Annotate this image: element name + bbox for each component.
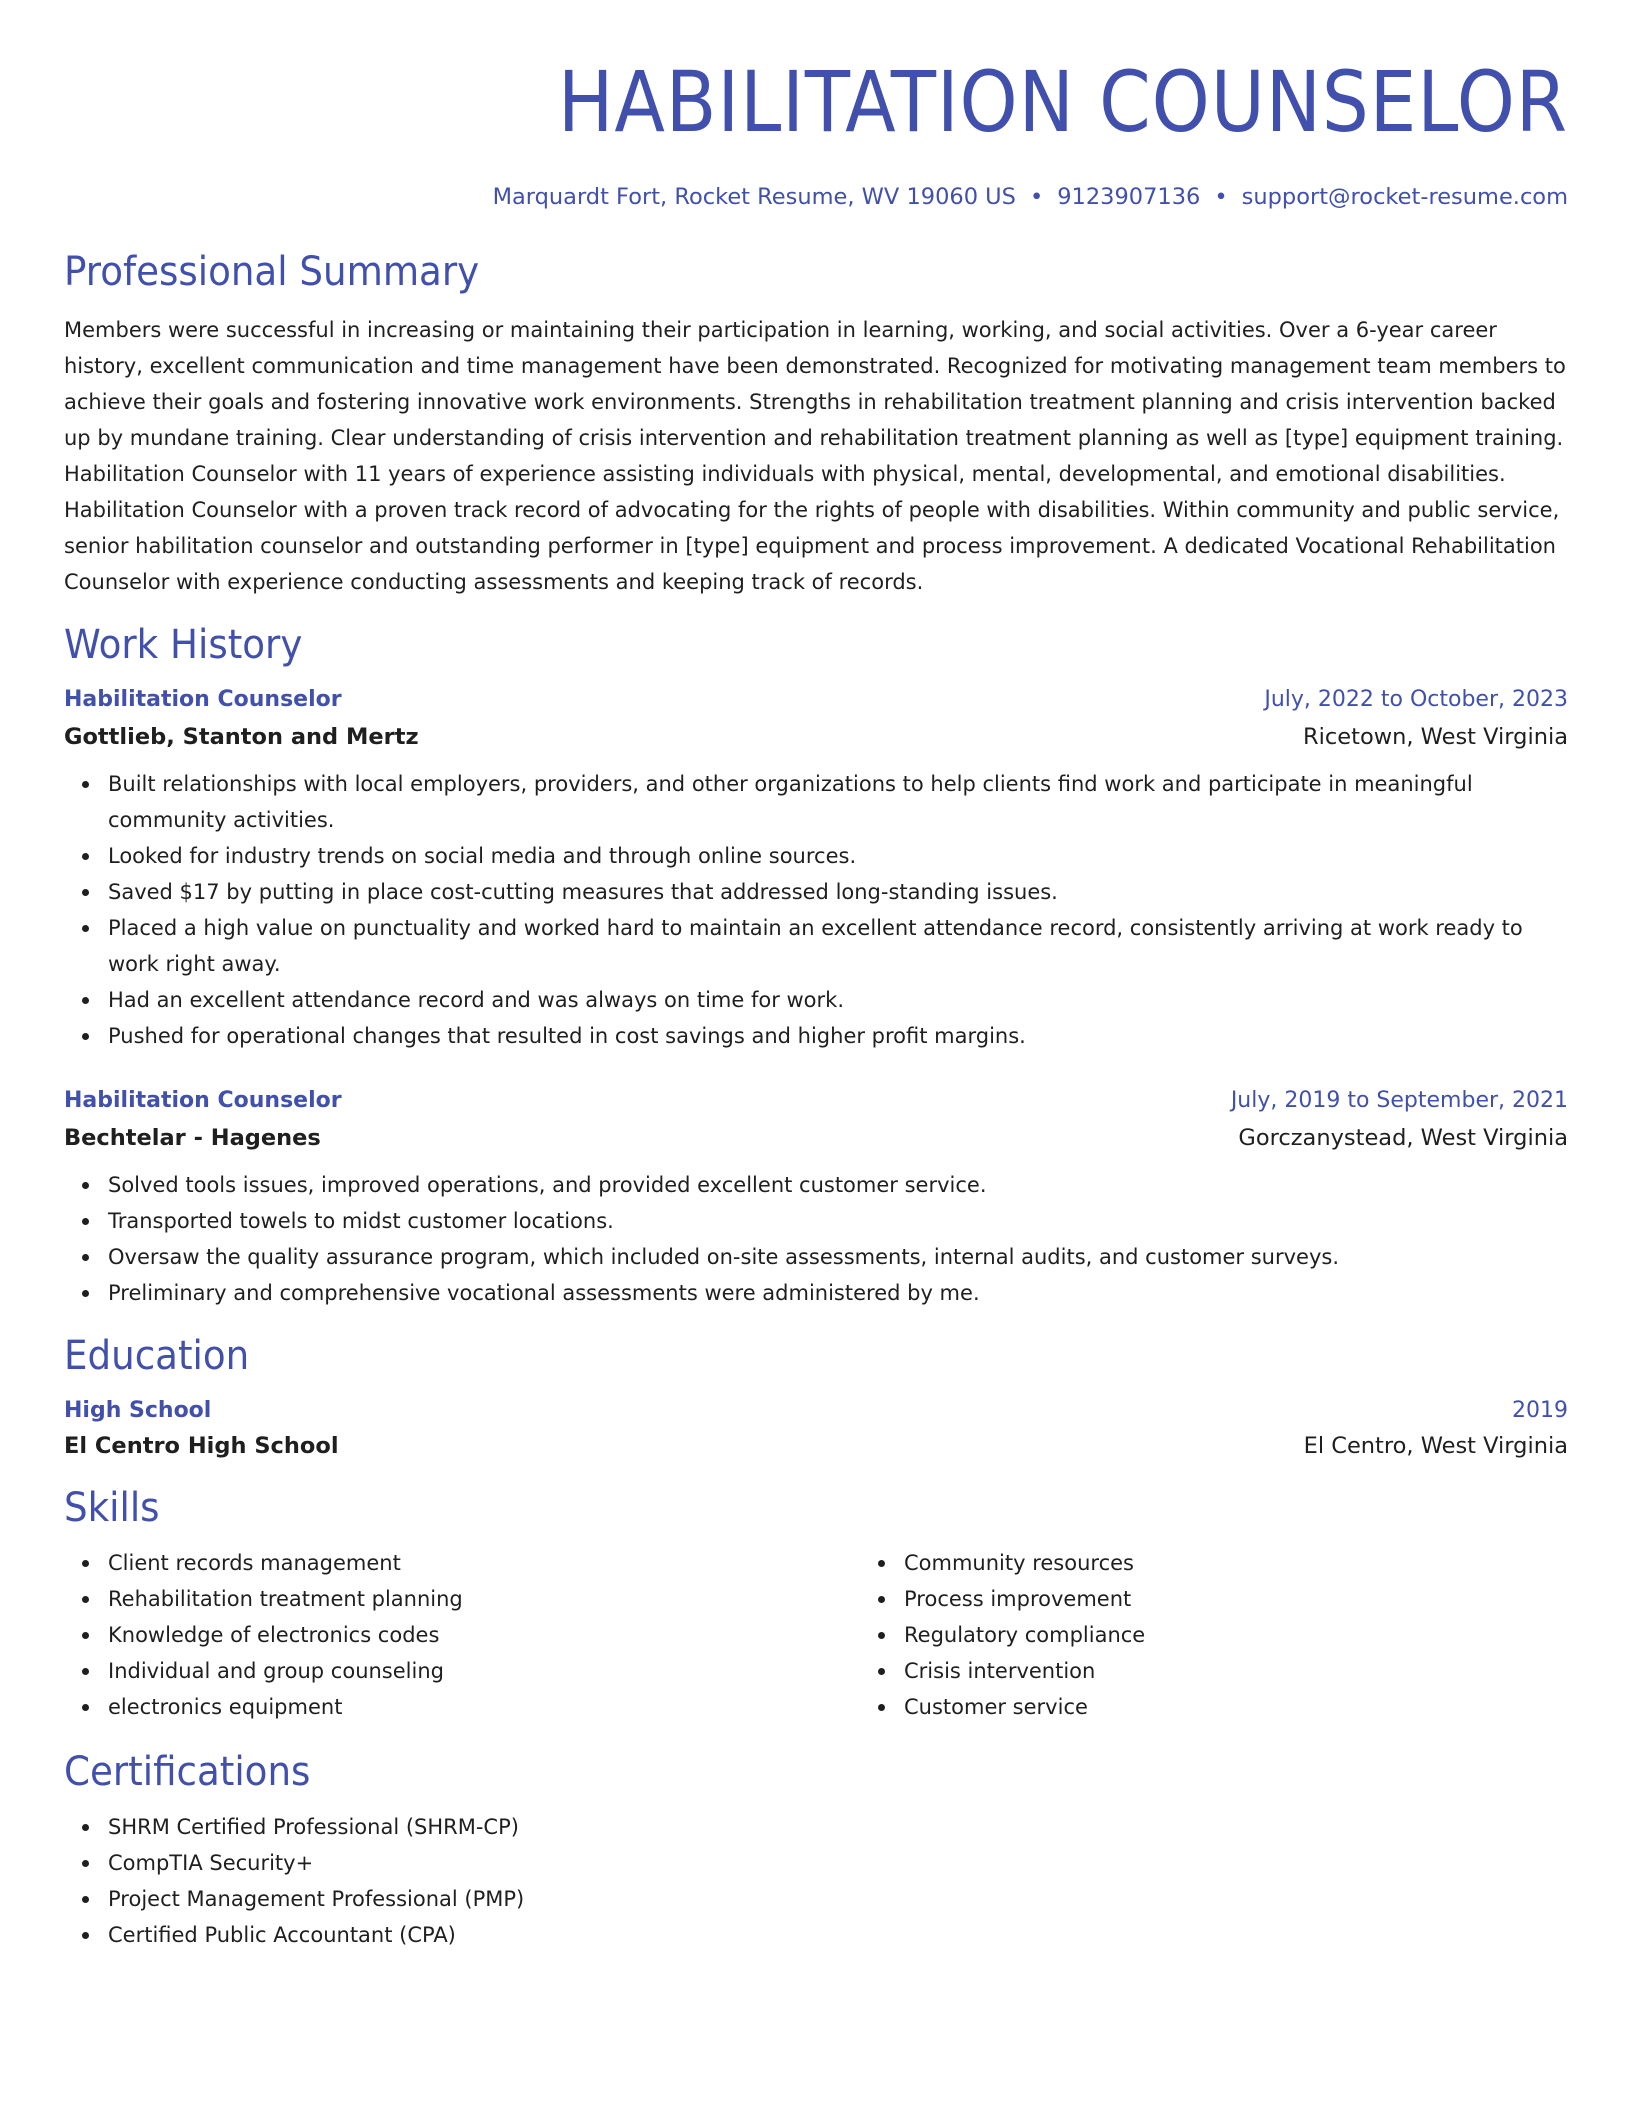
list-item: Individual and group counseling: [108, 1653, 860, 1689]
education-school-row: [64, 1433, 1568, 1459]
list-item: Rehabilitation treatment planning: [108, 1581, 860, 1617]
list-item: Certified Public Accountant (CPA): [108, 1917, 1568, 1953]
list-item: CompTIA Security+: [108, 1845, 1568, 1881]
list-item: Built relationships with local employers, providers, and other organizations to help clients find work and participate in meaningful community activities.: [108, 766, 1568, 838]
list-item: Transported towels to midst customer locations.: [108, 1203, 1568, 1239]
skills-heading: Skills: [64, 1485, 160, 1531]
list-item: Project Management Professional (PMP): [108, 1881, 1568, 1917]
job-entry: [64, 687, 1568, 1054]
list-item: Solved tools issues, improved operations, and provided excellent customer service.: [108, 1167, 1568, 1203]
list-item: Placed a high value on punctuality and worked hard to maintain an excellent attendance record, consistently arriving at work ready to work right away.: [108, 910, 1568, 982]
job-location: Ricetown, West Virginia: [1303, 724, 1568, 750]
job-role: Habilitation Counselor: [64, 1088, 342, 1113]
list-item: Customer service: [904, 1689, 1632, 1725]
list-item: Regulatory compliance: [904, 1617, 1632, 1653]
contact-separator: •: [1029, 184, 1044, 210]
certifications-list: [64, 1809, 1568, 1953]
education-heading: Education: [64, 1333, 250, 1379]
summary-text: Members were successful in increasing or maintaining their participation in learning, working, and social activities. Over a 6-year career history, excellent communication and time management have been demonstrated. Recognized for motivating management team members to achieve their goals and fostering innovative work environments. Strengths in rehabilitation treatment planning and crisis intervention backed up by mundane training. Clear understanding of crisis intervention and rehabilitation treatment planning as well as [type] equipment training. Habilitation Counselor with 11 years of experience assisting individuals with physical, mental, developmental, and emotional disabilities. Habilitation Counselor with a proven track record of advocating for the rights of people with disabilities. Within community and public service, senior habilitation counselor and outstanding performer in [type] equipment and process improvement. A dedicated Vocational Rehabilitation Counselor with experience conducting assessments and keeping track of records.: [64, 318, 1566, 594]
contact-separator: •: [1214, 184, 1228, 210]
job-bullets: [64, 766, 1568, 1054]
contact-phone: 9123907136: [1057, 184, 1201, 210]
list-item: Oversaw the quality assurance program, which included on-site assessments, internal audits, and customer surveys.: [108, 1239, 1568, 1275]
job-role: Habilitation Counselor: [64, 687, 342, 712]
list-item: SHRM Certified Professional (SHRM-CP): [108, 1809, 1568, 1845]
list-item: Saved $17 by putting in place cost-cutting measures that addressed long-standing issues.: [108, 874, 1568, 910]
education-entry: [64, 1398, 1568, 1459]
education-school: El Centro High School: [64, 1433, 339, 1459]
education-header: [64, 1398, 1568, 1423]
list-item: Looked for industry trends on social media and through online sources.: [108, 838, 1568, 874]
education-location: El Centro, West Virginia: [1303, 1433, 1568, 1459]
list-item: Crisis intervention: [904, 1653, 1632, 1689]
resume-header: [64, 52, 1568, 212]
job-company: Bechtelar - Hagenes: [64, 1125, 321, 1151]
job-location: Gorczanystead, West Virginia: [1238, 1125, 1568, 1151]
job-company-row: [64, 1125, 1568, 1151]
job-dates: July, 2019 to September, 2021: [1230, 1088, 1568, 1113]
skills-list: [64, 1545, 1568, 1725]
job-dates: July, 2022 to October, 2023: [1264, 687, 1568, 712]
job-entry: [64, 1088, 1568, 1311]
education-year: 2019: [1512, 1398, 1568, 1423]
skills-column-right: [860, 1545, 1632, 1725]
job-bullets: [64, 1167, 1568, 1311]
contact-email: support@rocket-resume.com: [1241, 184, 1568, 210]
list-item: Had an excellent attendance record and was always on time for work.: [108, 982, 1568, 1018]
list-item: Knowledge of electronics codes: [108, 1617, 860, 1653]
contact-address: Marquardt Fort, Rocket Resume, WV 19060 US: [492, 184, 1016, 210]
job-header: [64, 687, 1568, 712]
skills-column-left: [64, 1545, 860, 1725]
candidate-name: HABILITATION COUNSELOR: [557, 53, 1568, 151]
summary-heading: Professional Summary: [64, 249, 480, 295]
list-item: Community resources: [904, 1545, 1632, 1581]
list-item: electronics equipment: [108, 1689, 860, 1725]
education-degree: High School: [64, 1398, 212, 1423]
job-header: [64, 1088, 1568, 1113]
certifications-heading: Certifications: [64, 1749, 311, 1795]
job-company-row: [64, 724, 1568, 750]
list-item: Pushed for operational changes that resulted in cost savings and higher profit margins.: [108, 1018, 1568, 1054]
contact-line: [64, 182, 1568, 212]
list-item: Process improvement: [904, 1581, 1632, 1617]
list-item: Preliminary and comprehensive vocational assessments were administered by me.: [108, 1275, 1568, 1311]
job-company: Gottlieb, Stanton and Mertz: [64, 724, 419, 750]
list-item: Client records management: [108, 1545, 860, 1581]
work-history-heading: Work History: [64, 622, 303, 668]
